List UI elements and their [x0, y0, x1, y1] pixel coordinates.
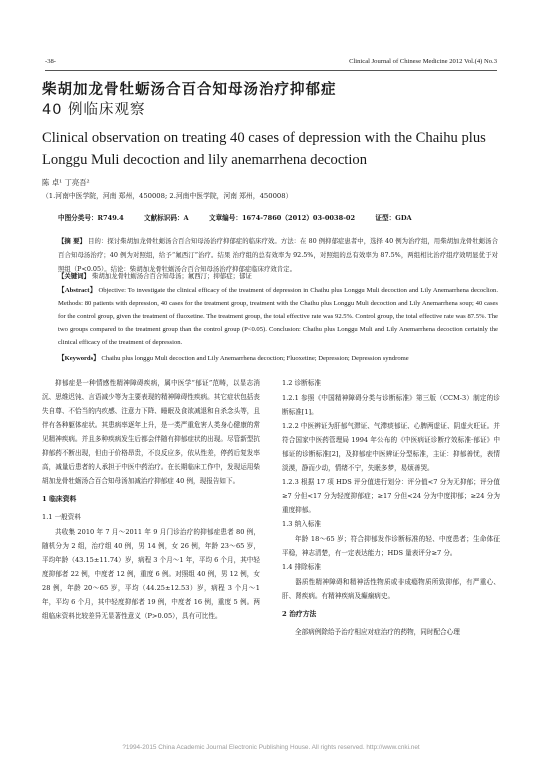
title-cn-line2: 40 例临床观察	[42, 102, 146, 118]
keywords-chinese	[58, 269, 498, 283]
subsection-heading-1-4: 1.4 排除标准	[282, 563, 321, 571]
section-heading-1: 1 临床资料	[42, 495, 77, 503]
article-number: 文章编号：1674-7860（2012）03-0038-02	[208, 214, 356, 222]
subsection-heading-1-1: 1.1 一般资料	[42, 513, 81, 521]
left-column	[42, 376, 260, 623]
subsection-heading-1-2: 1.2 诊断标准	[282, 379, 321, 387]
running-header	[45, 58, 497, 71]
page-number: -38-	[45, 58, 56, 65]
keywords-cn-text: 柴胡加龙骨牡蛎汤合百合知母汤；氟西汀；抑郁症；郁证	[92, 272, 252, 280]
abstract-english	[58, 284, 498, 349]
classification-line	[58, 212, 430, 222]
title-chinese	[42, 80, 337, 120]
title-english: Clinical observation on treating 40 cases of depression with the Chaihu plus Longgu Muli decoction and lily anemarrhena decoction	[42, 130, 486, 168]
abstract-cn-text: 目的：探讨柴胡加龙骨牡蛎汤合百合知母汤治疗抑郁症的临床疗效。方法：在 80 例抑郁症患者中，选择 40 例为治疗组，用柴胡加龙骨牡蛎汤合百合知母汤治疗；40 例为对照组，给予“氟西汀”治疗。结果 治疗组的总有效率为 92.5%，对照组的总有效率为 87.5%，两组相比治疗组疗效明显优于对照组（P<0.05）。结论：柴胡加龙骨牡蛎汤合百合知母汤治疗抑郁症临床疗效肯定。	[58, 237, 498, 273]
intro-paragraph: 抑郁症是一种情感性精神障碍疾病，属中医学“郁证”范畴，以显志消沉、思维迟钝、言语减少等为主要表现的精神障碍性疾病。其它症状包括丧失自尊、不恰当的内疚感、注意力下降、睡眠及食欲减退和自杀念头等，且伴有各种躯体症状。其患病率逐年上升，是一类严重危害人类身心健康的常见精神疾病。并且多种疾病发生后都会伴随有抑郁症状的出现。尽管新型抗抑郁药不断出现，但由于价格昂贵，不良反应多，依从性差，停药后复发率高，减量后患者的人承担于中医中药治疗。在长期临床工作中，发现运用柴胡加龙骨牡蛎汤合百合知母汤加减治疗抑郁症 40 例，现报告如下。	[42, 379, 260, 485]
diagnosis-1: 1.2.1 参照《中国精神障碍分类与诊断标准》第三版（CCM-3）制定的诊断标准[1]。	[282, 394, 500, 416]
diagnosis-2: 1.2.2 中医辨证为肝郁气滞证、气滞痰郁证、心脾两虚证、阴虚火旺证。并符合国家中医药管理局 1994 年公布的《中医病证诊断疗效标准·郁证》中郁证的诊断标准[2]，及抑郁症中医辨证分型标准，主证：抑郁善忧，表情淡漠，静而少动，情绪不宁，失眠多梦，易烦善哭。	[282, 422, 500, 472]
keywords-cn-label: 【关键词】	[58, 272, 90, 280]
abstract-en-label: 【Abstract】	[58, 287, 97, 294]
document-code: 文献标识码：A	[144, 214, 189, 222]
abstract-cn-label: 【摘 要】	[58, 237, 86, 245]
exclusion-criteria: 器质性精神障碍和精神活性物质或非成瘾物质所致抑郁，有严重心、肝、肾疾病。有精神疾病及癫痫病史。	[282, 578, 500, 600]
keywords-en-text: Chaihu plus longgu Muli decoction and Lily Anemarrhena decoction; Fluoxetine; Depression; Depression syndrome	[101, 355, 409, 362]
journal-info: Clinical Journal of Chinese Medicine 2012 Vol.(4) No.3	[349, 58, 497, 65]
abstract-en-text: Objective: To investigate the clinical efficacy of the treatment of depression in Chaihu plus Longgu Muli decoction and Lily Anemarrhena decoclion. Methods: 80 patients with depression, 40 cases for the treatment group, treatment with the Chaihu plus Longgu Muli decoction and Lily Anemarrhena soup; 40 cases for the control group, given the treatment of fluoxetine. The treatment group, the total effective rate was 92.5%. Control group, the total effective rate was 87.5%. The two groups compared to the treatment group than the control group (P<0.05). Conclusion: Chaihu plus Longgu Muli and Lily Anemarrhena decoction certainly the clinical efficacy of the treatment of depression.	[58, 287, 499, 346]
title-cn-line1: 柴胡加龙骨牡蛎汤合百合知母汤治疗抑郁症	[42, 82, 337, 98]
clc-number: 中图分类号：R749.4	[58, 214, 124, 222]
section-heading-2: 2 治疗方法	[282, 610, 317, 618]
syndrome-code: 证型：GDA	[375, 214, 412, 222]
keywords-english	[58, 352, 498, 365]
general-data-paragraph: 共收集 2010 年 7 月～2011 年 9 月门诊治疗的抑郁症患者 80 例，随机分为 2 组，治疗组 40 例，男 14 例，女 26 例，年龄 23～65 岁，平均年龄（43.15±11.74）岁，病程 3 个月～1 年，平均 6 个月，其中轻度抑郁者 22 例，中度者 12 例，重度 6 例。对照组 40 例，男 12 例，女 28 例，年龄 20～65 岁，平均（44.25±12.53）岁，病程 3 个月～1 年，平均 6 个月，其中轻度抑郁者 19 例，中度者 16 例，重度 5 例。两组临床资料比较差异无显著性意义（P>0.05），具有可比性。	[42, 528, 260, 620]
keywords-en-label: 【Keywords】	[58, 355, 100, 362]
authors: 陈 卓¹ 丁亮吾²	[42, 178, 90, 187]
copyright-footer: ?1994-2015 China Academic Journal Electronic Publishing House. All rights reserved. http://www.cnki.net	[122, 744, 420, 751]
treatment-paragraph: 全部病例除给予治疗相应对症治疗的药物，同时配合心理	[295, 628, 460, 636]
diagnosis-3: 1.2.3 根据 17 项 HDS 评分值进行划分：评分值<7 分为无抑郁；评分值≥7 分但<17 分为轻度抑郁症；≥17 分但<24 分为中度抑郁；≥24 分为重度抑郁。	[282, 478, 500, 514]
right-column	[282, 376, 500, 639]
affiliation: （1.河南中医学院，河南 郑州，450008; 2.河南中医学院，河南 郑州，450008）	[42, 192, 293, 200]
inclusion-criteria: 年龄 18～65 岁；符合抑郁发作诊断标准的轻、中度患者；生命体征平稳，神志清楚，有一定表达能力；HDS 量表评分≥7 分。	[282, 535, 500, 557]
subsection-heading-1-3: 1.3 纳入标准	[282, 520, 321, 528]
